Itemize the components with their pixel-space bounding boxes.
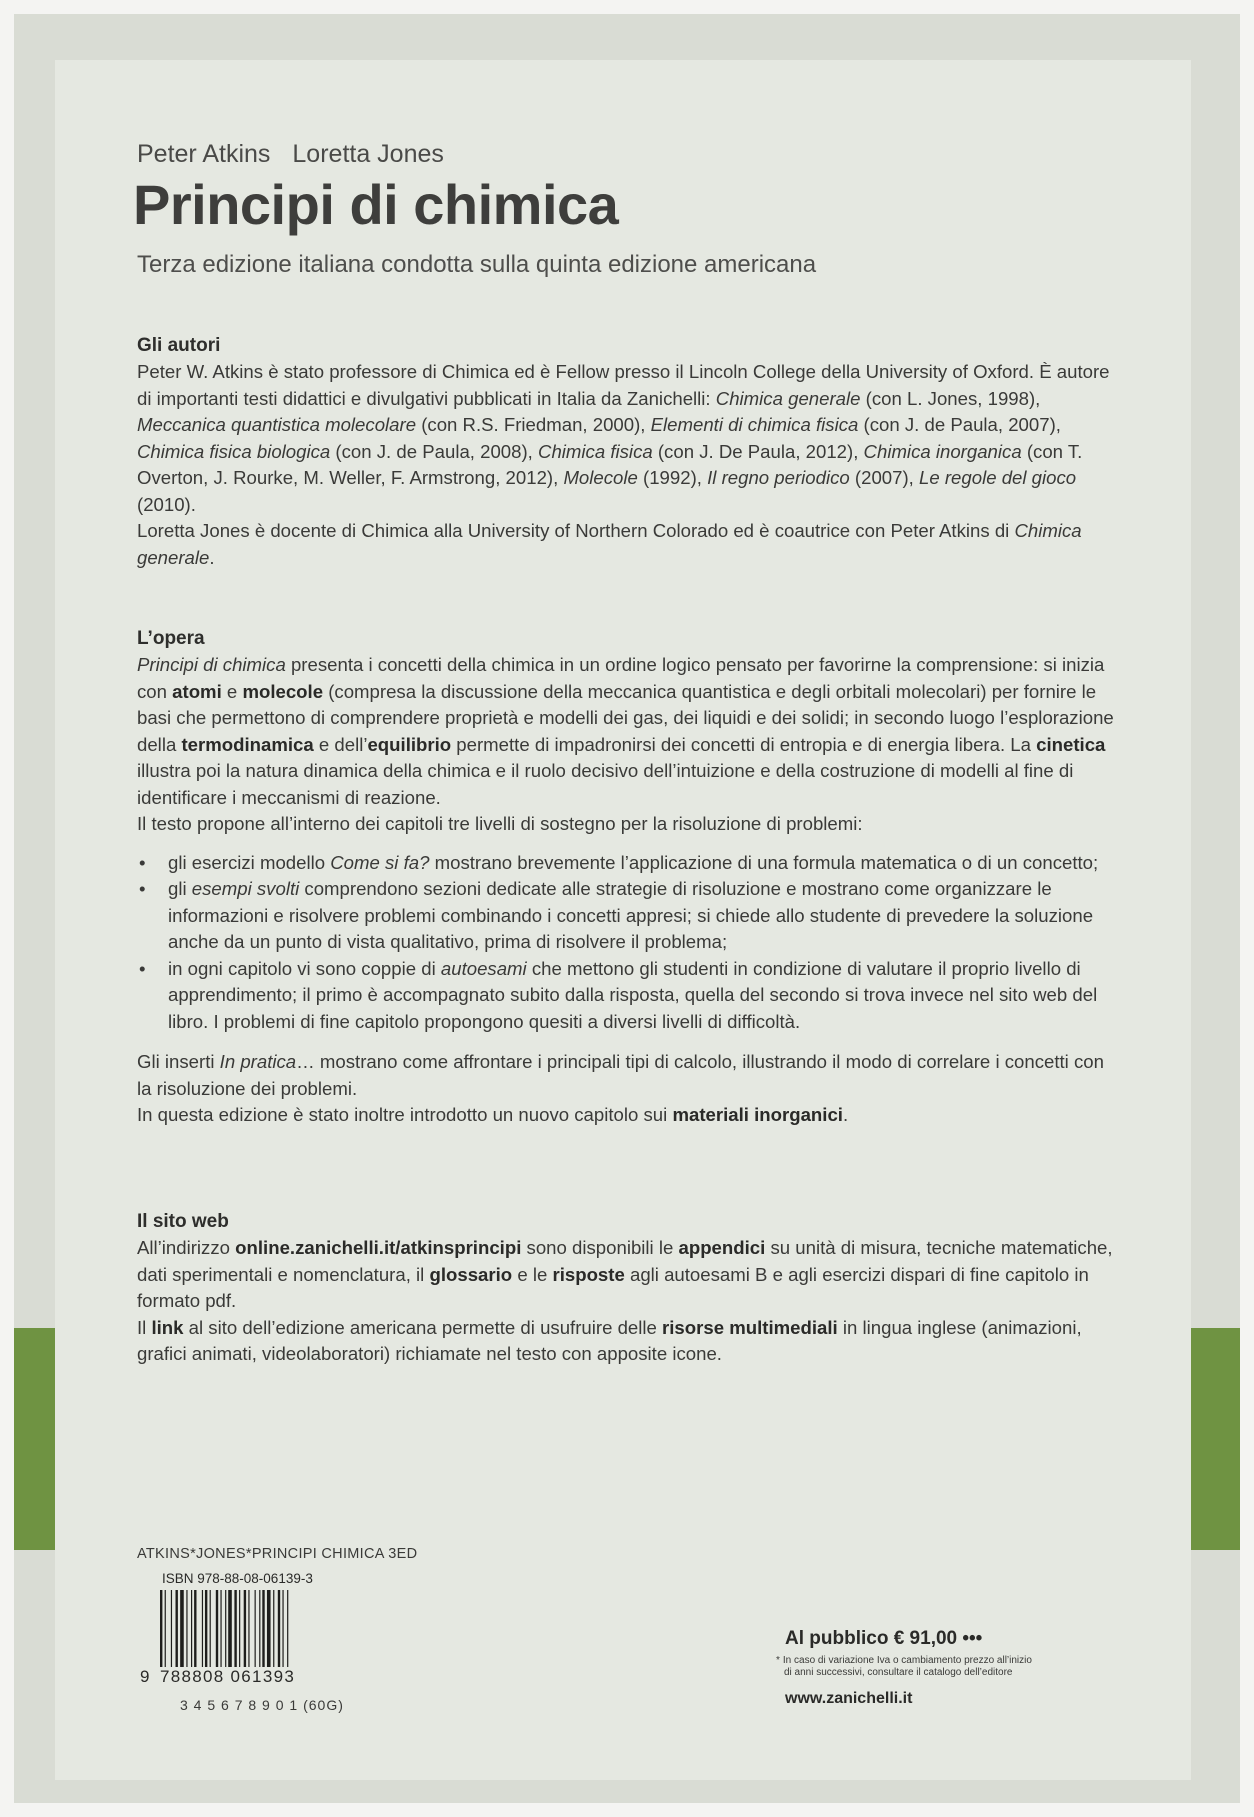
section-heading: Gli autori [137,335,221,356]
green-stripe-left [14,1328,55,1550]
authors-paragraph: Loretta Jones è docente di Chimica alla University of Northern Colorado ed è coautrice con Peter Atkins di Chimica generale. [137,520,1082,568]
product-code: ATKINS*JONES*PRINCIPI CHIMICA 3ED [137,1546,418,1562]
work-paragraph: Il testo propone all’interno dei capitoli tre livelli di sostegno per la risoluzione di problemi: [137,813,863,834]
authors-paragraph: Peter W. Atkins è stato professore di Chimica ed è Fellow presso il Lincoln College della University of Oxford. È autore di importanti testi didattici e divulgativi pubblicati in Italia da Zanichelli: Chimica generale (con L. Jones, 1998), Meccanica quantistica molecolare (con R.S. Friedman, 2000), Elementi di chimica fisica (con J. de Paula, 2007), Chimica fisica biologica (con J. de Paula, 2008), Chimica fisica (con J. De Paula, 2012), Chimica inorganica (con T. Overton, J. Rourke, M. Weller, F. Armstrong, 2012), Molecole (1992), Il regno periodico (2007), Le regole del gioco (2010). [137,361,1110,515]
author-name: Peter Atkins [137,140,271,168]
retail-price: Al pubblico € 91,00 ••• [785,1628,983,1649]
section-heading: Il sito web [137,1211,229,1232]
publisher-website: www.zanichelli.it [785,1690,913,1707]
barcode-digits: 788808 061393 [160,1667,325,1687]
section-authors [137,333,1117,571]
isbn-label: ISBN 978-88-08-06139-3 [162,1571,313,1586]
authors-line [137,140,444,169]
barcode-lead-digit: 9 [140,1667,150,1686]
support-levels-list [137,850,1117,1036]
list-item: • in ogni capitolo vi sono coppie di autoesami che mettono gli studenti in condizione di valutare il proprio livello di apprendimento; il primo è accompagnato subito dalla risposta, quella del secondo si trova invece nel sito web del libro. I problemi di fine capitolo propongono quesiti a diversi livelli di difficoltà. [137,956,1117,1036]
book-subtitle: Terza edizione italiana condotta sulla quinta edizione americana [137,251,817,278]
section-heading: L’opera [137,628,205,649]
author-name: Loretta Jones [292,140,444,168]
section-work [137,626,1117,1129]
price-note: * In caso di variazione Iva o cambiamento prezzo all’inizio di anni successivi, consultare il catalogo dell’editore [776,1655,1032,1678]
website-url: online.zanichelli.it/atkinsprincipi [235,1237,522,1258]
website-paragraph: All’indirizzo online.zanichelli.it/atkinsprincipi sono disponibili le appendici su unità di misura, tecniche matematiche, dati sperimentali e nomenclatura, il glossario e le risposte agli autoesami B e agli esercizi dispari di fine capitolo in formato pdf. [137,1237,1113,1311]
work-paragraph: Gli inserti In pratica… mostrano come affrontare i principali tipi di calcolo, illustrando il modo di correlare i concetti con la risoluzione dei problemi. [137,1051,1104,1099]
list-item: • gli esercizi modello Come si fa? mostrano brevemente l’applicazione di una formula matematica o di un concetto; [137,850,1117,877]
barcode-image [160,1590,325,1672]
book-title: Principi di chimica [133,173,619,236]
work-paragraph: In questa edizione è stato inoltre introdotto un nuovo capitolo sui materiali inorganici. [137,1104,849,1125]
section-website [137,1209,1117,1368]
website-paragraph: Il link al sito dell’edizione americana permette di usufruire delle risorse multimediali in lingua inglese (animazioni, grafici animati, videolaboratori) richiamate nel testo con apposite icone. [137,1316,1082,1364]
work-paragraph: Principi di chimica presenta i concetti della chimica in un ordine logico pensato per favorirne la comprensione: si inizia con atomi e molecole (compresa la discussione della meccanica quantistica e degli orbitali molecolari) per fornire le basi che permettono di comprendere proprietà e modelli dei gas, dei liquidi e dei solidi; in secondo luogo l’esplorazione della termodinamica e dell’equilibrio permette di impadronirsi dei concetti di entropia e di energia libera. La cinetica illustra poi la natura dinamica della chimica e il ruolo decisivo dell’intuizione e della costruzione di modelli al fine di identificare i meccanismi di reazione. [137,654,1114,808]
list-item: • gli esempi svolti comprendono sezioni dedicate alle strategie di risoluzione e mostrano come organizzare le informazioni e risolvere problemi combinando i concetti appresi; si chiede allo studente di prevedere la soluzione anche da un punto di vista qualitativo, prima di risolvere il problema; [137,876,1117,956]
print-serial: 3 4 5 6 7 8 9 0 1 (60G) [180,1697,344,1713]
green-stripe-right [1191,1328,1240,1550]
